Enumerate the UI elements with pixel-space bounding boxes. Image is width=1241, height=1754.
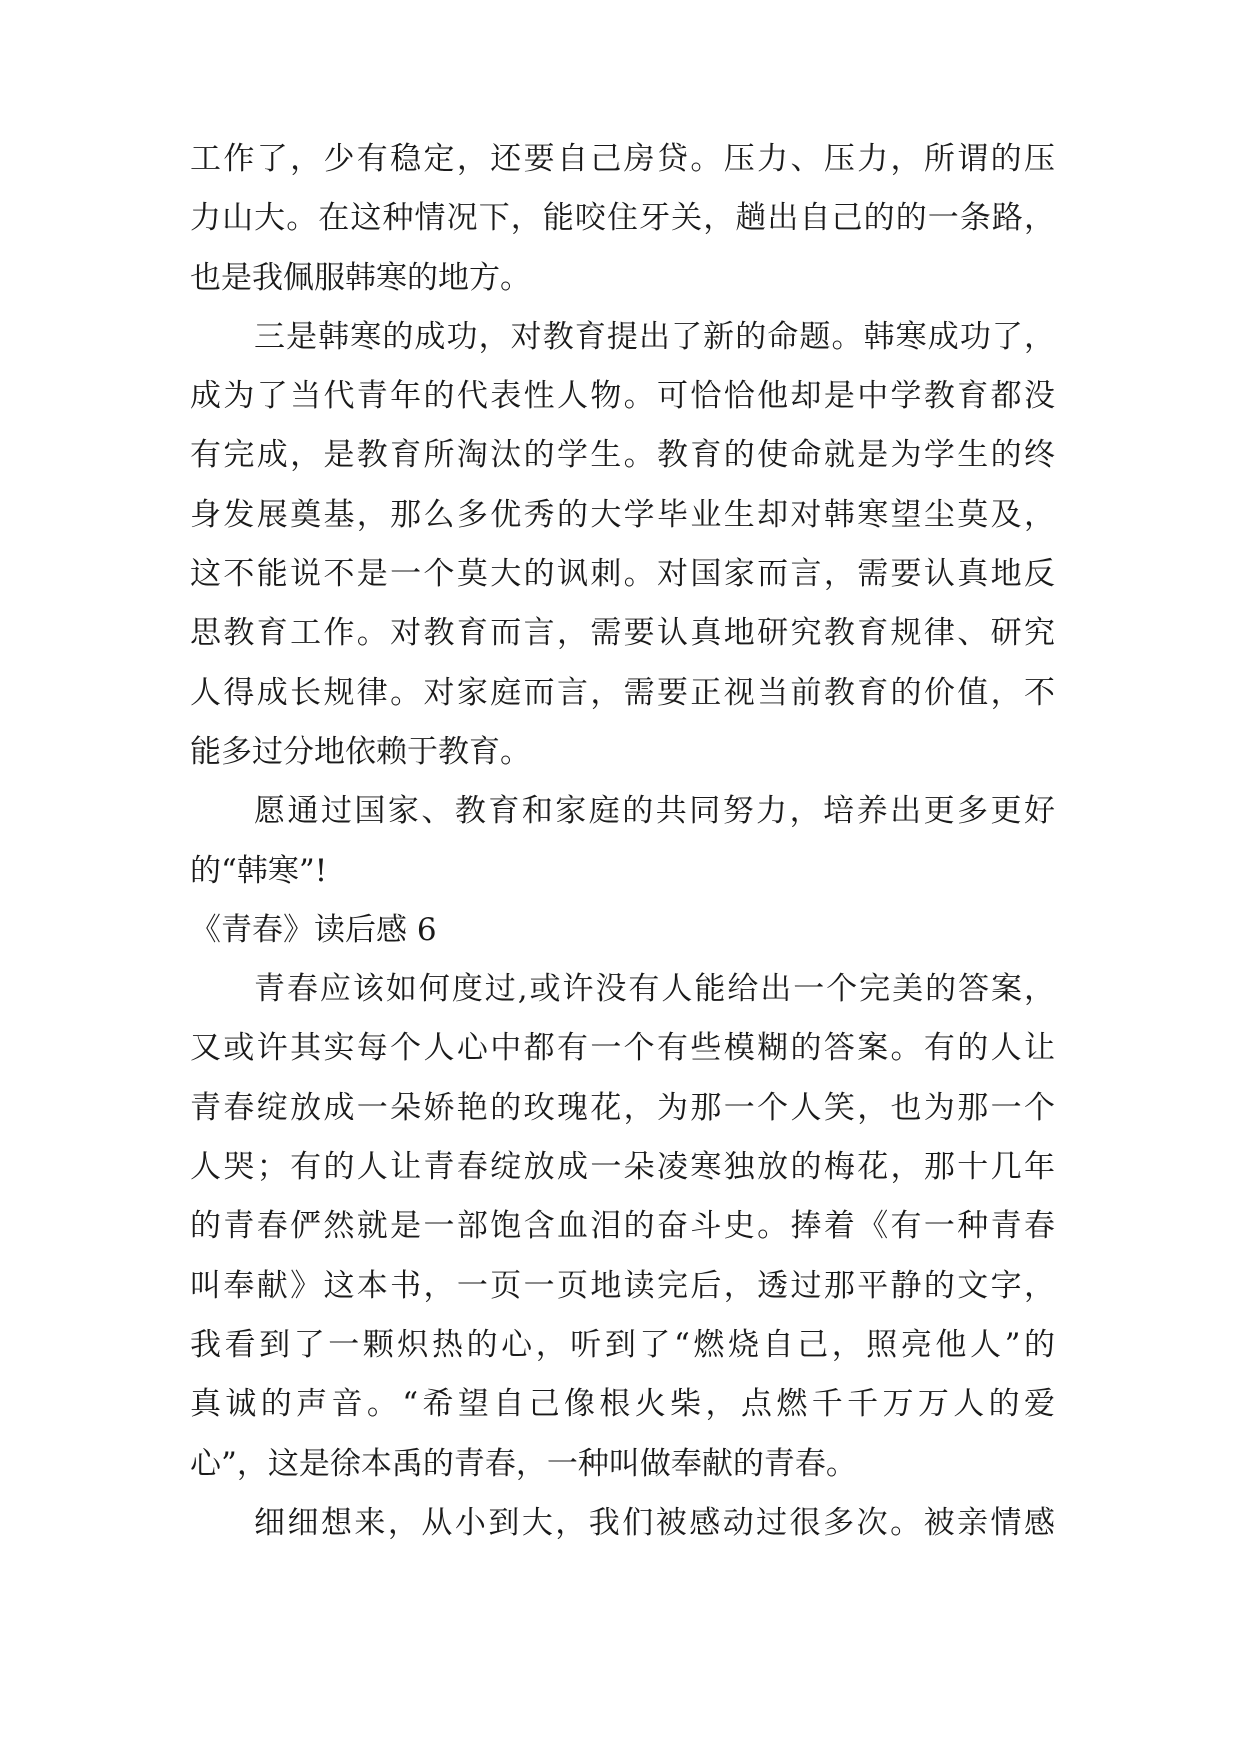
- text-line: 青春绽放成一朵娇艳的玫瑰花，为那一个人笑，也为那一个: [190, 1089, 1055, 1126]
- text-line: 愿通过国家、教育和家庭的共同努力，培养出更多更好: [254, 793, 1055, 830]
- text-line: 有完成，是教育所淘汰的学生。教育的使命就是为学生的终: [190, 437, 1055, 474]
- text-line: 的青春俨然就是一部饱含血泪的奋斗史。捧着《有一种青春: [190, 1208, 1055, 1245]
- text-line: 思教育工作。对教育而言，需要认真地研究教育规律、研究: [190, 615, 1055, 652]
- text-line: 人得成长规律。对家庭而言，需要正视当前教育的价值，不: [190, 674, 1055, 711]
- text-line: 心”，这是徐本禹的青春，一种叫做奉献的青春。: [190, 1445, 857, 1482]
- section-heading: 《青春》读后感 6: [190, 911, 437, 948]
- text-line: 工作了，少有稳定，还要自己房贷。压力、压力，所谓的压: [190, 141, 1055, 177]
- text-line: 我看到了一颗炽热的心，听到了“燃烧自己，照亮他人”的: [190, 1326, 1055, 1363]
- text-line: 身发展奠基，那么多优秀的大学毕业生却对韩寒望尘莫及，: [190, 496, 1055, 533]
- text-line: 青春应该如何度过,或许没有人能给出一个完美的答案，: [254, 971, 1055, 1008]
- text-line: 细细想来，从小到大，我们被感动过很多次。被亲情感: [254, 1504, 1055, 1541]
- text-line: 三是韩寒的成功，对教育提出了新的命题。韩寒成功了，: [254, 318, 1055, 355]
- text-line: 也是我佩服韩寒的地方。: [190, 259, 531, 296]
- text-line: 能多过分地依赖于教育。: [190, 733, 531, 770]
- text-line: 人哭；有的人让青春绽放成一朵凌寒独放的梅花，那十几年: [190, 1149, 1055, 1186]
- text-line: 叫奉献》这本书，一页一页地读完后，透过那平静的文字，: [190, 1267, 1055, 1304]
- text-line: 这不能说不是一个莫大的讽刺。对国家而言，需要认真地反: [190, 556, 1055, 593]
- text-line: 真诚的声音。“希望自己像根火柴，点燃千千万万人的爱: [190, 1386, 1055, 1423]
- text-line: 又或许其实每个人心中都有一个有些模糊的答案。有的人让: [190, 1030, 1055, 1067]
- text-line: 力山大。在这种情况下，能咬住牙关，趟出自己的的一条路，: [190, 200, 1055, 237]
- text-line: 成为了当代青年的代表性人物。可恰恰他却是中学教育都没: [190, 378, 1055, 415]
- document-body: [190, 130, 1055, 1553]
- text-line: 的“韩寒”!: [190, 852, 328, 889]
